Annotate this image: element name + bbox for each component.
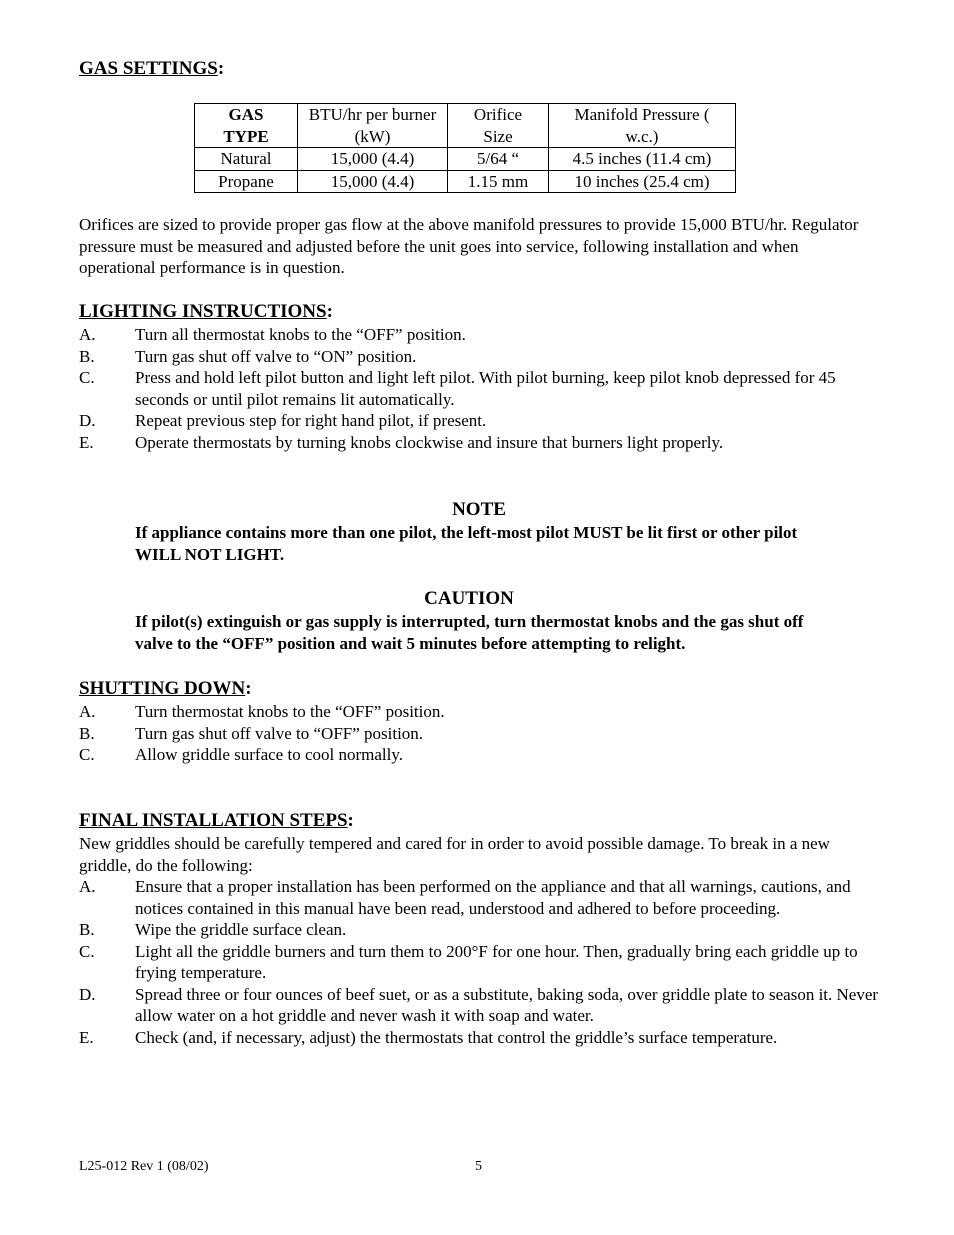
step-text: Spread three or four ounces of beef suet, or as a substitute, baking soda, over griddle plate to season it. Never allow water on a hot griddle and never wash it with soap and water.: [135, 984, 879, 1025]
table-row: [195, 170, 736, 193]
table-cell: 1.15 mm: [448, 170, 549, 193]
step-letter: C.: [79, 368, 95, 387]
step-letter: B.: [79, 920, 95, 939]
gas-settings-heading-text: GAS SETTINGS: [79, 58, 218, 79]
list-item: [79, 919, 879, 941]
step-letter: D.: [79, 411, 96, 430]
lighting-heading-colon: :: [326, 301, 333, 322]
step-text: Turn gas shut off valve to “OFF” position.: [135, 723, 424, 743]
shutting-down-heading: [79, 678, 252, 700]
step-letter: D.: [79, 984, 96, 1004]
header-line: BTU/hr per burner: [308, 105, 437, 124]
step-letter: E.: [79, 1027, 94, 1047]
table-cell: 15,000 (4.4): [298, 148, 448, 171]
table-cell: 10 inches (25.4 cm): [549, 170, 736, 193]
table-cell: 5/64 “: [448, 148, 549, 171]
final-steps-heading-colon: :: [347, 810, 354, 831]
step-letter: B.: [79, 346, 95, 366]
step-text: Wipe the griddle surface clean.: [135, 920, 347, 939]
list-item: [79, 346, 879, 368]
header-line: GAS: [228, 105, 264, 124]
list-item: [79, 432, 879, 454]
list-item: [79, 723, 879, 745]
step-text: Turn thermostat knobs to the “OFF” position.: [135, 702, 445, 721]
header-line: Manifold Pressure (: [574, 105, 710, 124]
header-line: w.c.): [625, 126, 659, 146]
step-text: Repeat previous step for right hand pilot, if present.: [135, 411, 487, 430]
final-steps-heading-text: FINAL INSTALLATION STEPS: [79, 810, 348, 831]
step-text: Allow griddle surface to cool normally.: [135, 745, 403, 764]
table-cell: 4.5 inches (11.4 cm): [549, 148, 736, 171]
step-letter: C.: [79, 745, 95, 764]
table-cell: Natural: [195, 148, 298, 171]
step-letter: E.: [79, 432, 94, 452]
list-item: [79, 367, 879, 410]
header-line: Size: [483, 126, 513, 146]
table-row: [195, 148, 736, 171]
list-item: [79, 876, 879, 919]
table-cell: 15,000 (4.4): [298, 170, 448, 193]
step-letter: B.: [79, 723, 95, 743]
note-text: If appliance contains more than one pilot, the left-most pilot MUST be lit first or other pilot WILL NOT LIGHT.: [135, 523, 798, 564]
header-line: (kW): [354, 126, 391, 146]
lighting-steps-list: [79, 324, 879, 453]
gas-settings-paragraph: Orifices are sized to provide proper gas flow at the above manifold pressures to provide 15,000 BTU/hr. Regulator pressure must be measured and adjusted before the unit goes into service, following installation and when operational performance is in question.: [79, 215, 859, 277]
list-item: [79, 941, 879, 984]
list-item: [79, 410, 879, 432]
step-letter: C.: [79, 941, 95, 961]
header-line: TYPE: [223, 126, 269, 146]
final-steps-intro: New griddles should be carefully tempered and cared for in order to avoid possible damage. To break in a new griddle, do the following:: [79, 834, 830, 875]
step-text: Light all the griddle burners and turn them to 200°F for one hour. Then, gradually bring each griddle up to frying temperature.: [135, 941, 858, 982]
step-text: Ensure that a proper installation has been performed on the appliance and that all warnings, cautions, and notices contained in this manual have been read, understood and adhered to before proceeding.: [135, 877, 851, 918]
table-header-manifold: [549, 104, 736, 148]
table-cell: Propane: [195, 170, 298, 193]
step-text: Check (and, if necessary, adjust) the thermostats that control the griddle’s surface temperature.: [135, 1027, 778, 1047]
final-steps-heading: [79, 810, 354, 832]
final-steps-list: [79, 876, 879, 1048]
gas-settings-heading-colon: :: [217, 58, 225, 79]
shutting-down-heading-text: SHUTTING DOWN: [79, 678, 246, 699]
lighting-heading: [79, 301, 333, 323]
step-letter: A.: [79, 877, 96, 896]
step-text: Turn gas shut off valve to “ON” position.: [135, 346, 417, 366]
list-item: [79, 324, 879, 346]
caution-text: If pilot(s) extinguish or gas supply is interrupted, turn thermostat knobs and the gas shut off valve to the “OFF” position and wait 5 minutes before attempting to relight.: [135, 612, 804, 653]
list-item: [79, 701, 879, 723]
note-heading: NOTE: [452, 499, 506, 520]
footer-page-number: 5: [475, 1159, 482, 1174]
gas-settings-table: [194, 103, 736, 193]
step-text: Operate thermostats by turning knobs clockwise and insure that burners light properly.: [135, 432, 724, 452]
shutting-down-heading-colon: :: [245, 678, 252, 699]
table-header-orifice: [448, 104, 549, 148]
list-item: [79, 984, 879, 1027]
step-letter: A.: [79, 325, 96, 344]
gas-settings-heading: [79, 58, 224, 80]
table-header-btu: [298, 104, 448, 148]
step-letter: A.: [79, 702, 96, 721]
step-text: Turn all thermostat knobs to the “OFF” position.: [135, 325, 466, 344]
table-header-row: [195, 104, 736, 148]
step-text: Press and hold left pilot button and light left pilot. With pilot burning, keep pilot knob depressed for 45 seconds or until pilot remains lit automatically.: [135, 368, 836, 409]
list-item: [79, 744, 879, 766]
caution-heading: CAUTION: [424, 588, 514, 609]
lighting-heading-text: LIGHTING INSTRUCTIONS: [79, 301, 327, 322]
table-header-gas-type: [195, 104, 298, 148]
header-line: Orifice: [473, 105, 523, 124]
footer-doc-id: L25-012 Rev 1 (08/02): [79, 1159, 209, 1174]
list-item: [79, 1027, 879, 1049]
shutting-down-steps-list: [79, 701, 879, 766]
